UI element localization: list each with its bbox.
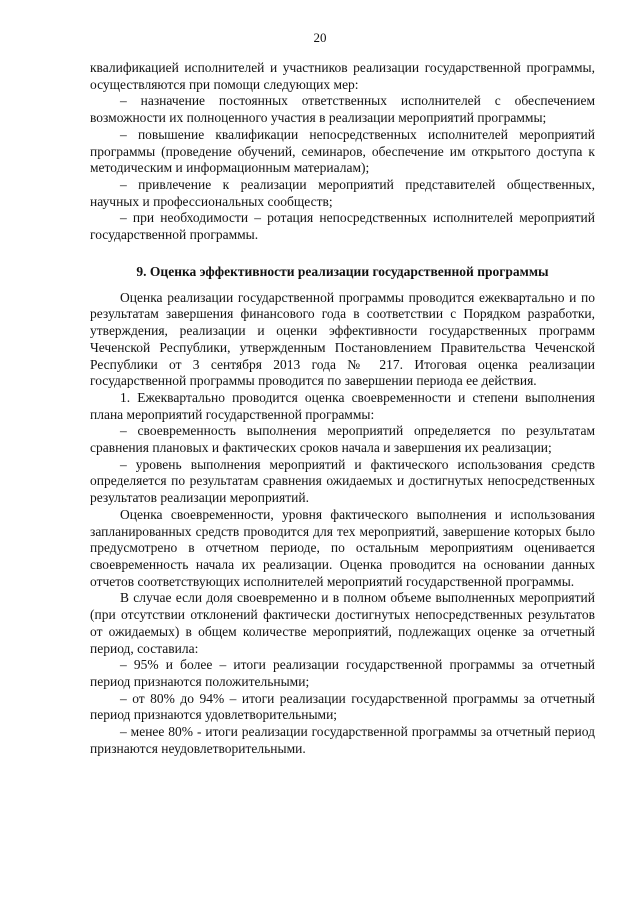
intro-bullet-2: – повышение квалификации непосредственных исполнителей мероприятий программы (проведение обучений, семинаров, обеспечение им открытого доступа к методическим и информационным материалам); (90, 126, 595, 176)
section-heading: 9. Оценка эффективности реализации государственной программы (136, 263, 549, 279)
page-number: 20 (313, 30, 327, 45)
section-paragraph-2: 1. Ежеквартально проводится оценка своевременности и степени выполнения плана мероприятий государственной программы: (90, 389, 595, 422)
criteria-item-2: – от 80% до 94% – итоги реализации государственной программы за отчетный период признаются удовлетворительными; (90, 690, 595, 723)
section-paragraph-1: Оценка реализации государственной программы проводится ежеквартально и по результатам завершения финансового года в соответствии с Порядком разработки, утверждения, реализации и оценки эффективности государственных программ Чеченской Республики, утвержденным Постановлением Правительства Чеченской Республики от 3 сентября 2013 года № 217. Итоговая оценка реализации государственной программы проводится по завершении периода ее действия. (90, 289, 595, 389)
intro-paragraph: квалификацией исполнителей и участников реализации государственной программы, осуществляются при помощи следующих мер: (90, 60, 595, 92)
document-body (90, 60, 595, 757)
intro-bullet-3: – привлечение к реализации мероприятий представителей общественных, научных и профессиональных сообществ; (90, 176, 595, 209)
intro-bullet-1: – назначение постоянных ответственных исполнителей с обеспечением возможности их полноценного участия в реализации мероприятий программы; (90, 93, 595, 126)
section-bullet-2: – уровень выполнения мероприятий и фактического использования средств определяется по результатам сравнения ожидаемых и достигнутых непосредственных результатов реализации мероприятий. (90, 456, 595, 506)
section-bullet-1: – своевременность выполнения мероприятий определяется по результатам сравнения плановых и фактических сроков начала и завершения их реализации; (90, 423, 595, 456)
section-paragraph-4: В случае если доля своевременно и в полном объеме выполненных мероприятий (при отсутствии отклонений фактически достигнутых непосредственных результатов от ожидаемых) в общем количестве мероприятий, подлежащих оценке за отчетный период, составила: (90, 590, 595, 656)
criteria-item-1: – 95% и более – итоги реализации государственной программы за отчетный период признаются положительными; (90, 657, 595, 689)
section-paragraph-3: Оценка своевременности, уровня фактического выполнения и использования запланированных средств проводится для тех мероприятий, завершение которых было предусмотрено в отчетном периоде, по остальным мероприятиям оценивается своевременность начала их реализации. Оценка проводится на основании данных отчетов соответствующих исполнителей мероприятий государственной программы. (90, 506, 595, 589)
intro-bullet-4: – при необходимости – ротация непосредственных исполнителей мероприятий государственной программы. (90, 210, 595, 243)
criteria-item-3: – менее 80% - итоги реализации государственной программы за отчетный период признаются неудовлетворительными. (90, 724, 595, 756)
